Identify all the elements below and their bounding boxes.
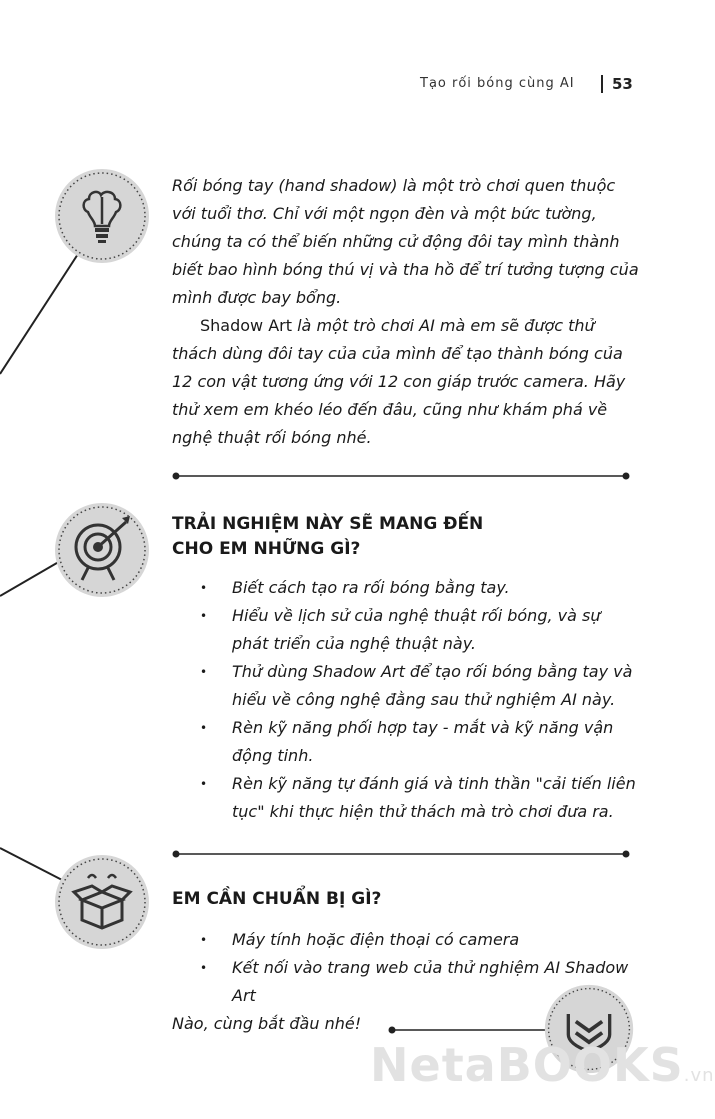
watermark (370, 1038, 715, 1092)
section-heading-benefits (172, 512, 532, 562)
connector-line-1 (0, 254, 78, 374)
header-separator (601, 75, 603, 93)
closing-text: Nào, cùng bắt đầu nhé! (172, 1014, 362, 1033)
intro-text (172, 172, 642, 452)
intro-paragraph-2 (172, 312, 642, 452)
running-header-title: Tạo rối bóng cùng AI (420, 76, 575, 91)
intro-paragraph-2-rest: là một trò chơi AI mà em sẽ được thử thách dùng đôi tay của của mình để tạo thành bóng của 12 con vật tương ứng với 12 con giáp trước camera. Hãy thử xem em khéo léo đến đâu, cũng như khám phá về nghệ thuật rối bóng nhé. (172, 316, 626, 447)
list-item: • Rèn kỹ năng tự đánh giá và tinh thần "cải tiến liên tục" khi thực hiện thử thách mà trò chơi đưa ra. (200, 770, 640, 826)
list-item: • Biết cách tạo ra rối bóng bằng tay. (200, 574, 640, 602)
list-item: • Thử dùng Shadow Art để tạo rối bóng bằng tay và hiểu về công nghệ đằng sau thử nghiệm AI này. (200, 658, 640, 714)
target-arrow-icon (52, 500, 152, 600)
preparation-list (200, 926, 640, 1010)
list-item: • Rèn kỹ năng phối hợp tay - mắt và kỹ năng vận động tinh. (200, 714, 640, 770)
page-number: 53 (612, 75, 633, 93)
separator-1 (173, 473, 630, 480)
list-item: • Kết nối vào trang web của thử nghiệm AI Shadow Art (200, 954, 640, 1010)
list-item: • Hiểu về lịch sử của nghệ thuật rối bóng, và sự phát triển của nghệ thuật này. (200, 602, 640, 658)
benefits-list (200, 574, 640, 826)
list-item: • Máy tính hoặc điện thoại có camera (200, 926, 640, 954)
section-heading-benefits-line-1: TRẢI NGHIỆM NÀY SẼ MANG ĐẾN (172, 514, 484, 534)
section-heading-benefits-line-2: CHO EM NHỮNG GÌ? (172, 539, 361, 559)
intro-paragraph-1: Rối bóng tay (hand shadow) là một trò chơi quen thuộc với tuổi thơ. Chỉ với một ngọn đèn và một bức tường, chúng ta có thể biến những cử động đôi tay mình thành biết bao hình bóng thú vị và tha hồ để trí tưởng tượng của mình được bay bổng. (172, 176, 639, 307)
watermark-brand: NetaBOOKS (370, 1038, 684, 1092)
open-box-icon (52, 852, 152, 952)
watermark-suffix: .vn (683, 1065, 715, 1086)
shadow-art-term: Shadow Art (200, 316, 293, 335)
separator-2 (173, 851, 630, 858)
closing-line (389, 1027, 549, 1034)
lightbulb-brain-icon (52, 166, 152, 266)
section-heading-preparation: EM CẦN CHUẨN BỊ GÌ? (172, 889, 382, 909)
